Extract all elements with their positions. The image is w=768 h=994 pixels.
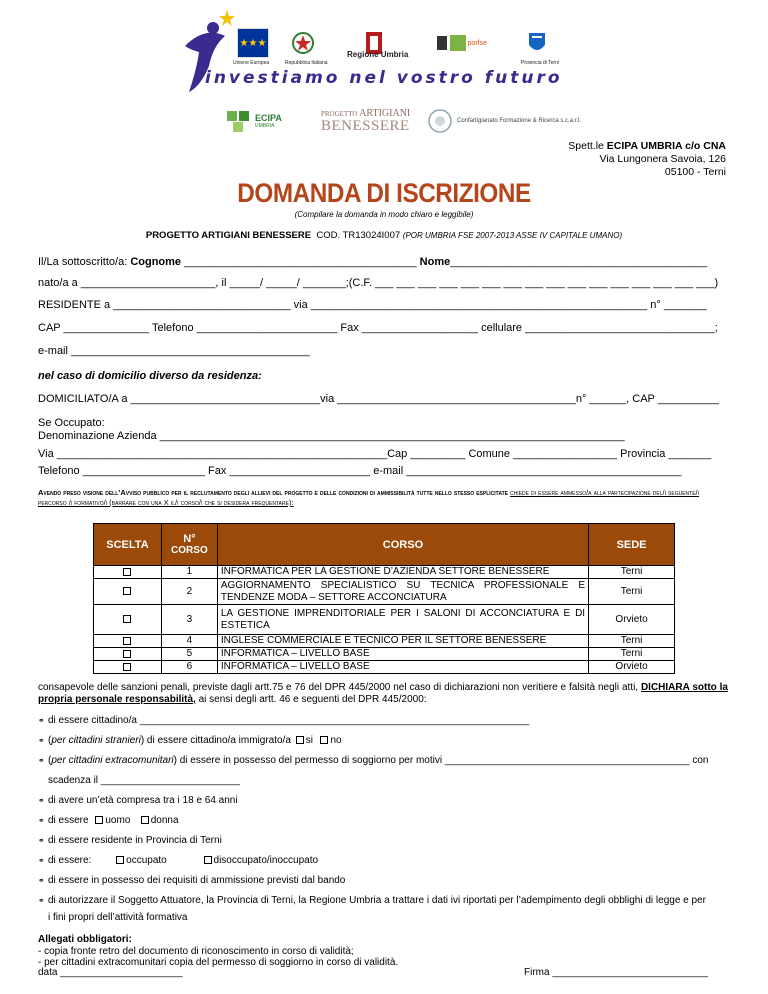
project-name: PROGETTO ARTIGIANI BENESSERE: [145, 230, 312, 241]
course-name: INGLESE COMMERCIALE E TECNICO PER IL SETTORE BENESSERE: [217, 635, 588, 648]
table-row: [94, 661, 675, 674]
por-fse-logo: porfse: [437, 28, 487, 58]
eu-flag-icon: ★★★: [237, 28, 269, 58]
age-text: di avere un’età compresa tra i 18 e 64 anni: [48, 795, 238, 806]
privacy-text-cont: i fini propri dell’attività formativa: [48, 912, 188, 923]
date-field[interactable]: data ______________________: [38, 967, 183, 978]
progetto-logo: [321, 103, 410, 139]
checkbox-icon[interactable]: [123, 637, 131, 645]
project-note: (POR UMBRIA FSE 2007-2013 ASSE IV CAPITALE UMANO): [402, 231, 623, 240]
course-number: 2: [161, 579, 217, 605]
bullet-residence: [38, 835, 728, 847]
header-num: [161, 524, 217, 566]
bullet-requirements: [38, 875, 728, 887]
bullet-employment: [38, 855, 728, 867]
address-street: Via Lungonera Savoia, 126: [599, 153, 726, 165]
course-location: Terni: [589, 648, 675, 661]
bullet-icon: ⚭: [38, 816, 45, 825]
course-number: 1: [161, 566, 217, 579]
header-scelta: SCELTA: [94, 524, 162, 566]
employed-label: Se Occupato:: [38, 417, 105, 429]
header-sede: SEDE: [589, 524, 675, 566]
italy-emblem-icon: [290, 28, 316, 58]
immigrant-yes-checkbox[interactable]: [296, 736, 304, 744]
email-field-line[interactable]: e-mail _______________________________________: [38, 345, 310, 357]
slogan: investiamo nel vostro futuro: [205, 68, 563, 88]
project-code: COD. TR13024I007: [316, 230, 401, 241]
progetto-benessere: BENESSERE: [321, 117, 410, 134]
signature-field[interactable]: Firma ____________________________: [524, 967, 709, 978]
table-row: [94, 648, 675, 661]
bullet-icon: ⚭: [38, 736, 45, 745]
female-label: donna: [150, 815, 179, 826]
unemployed-checkbox[interactable]: [204, 856, 212, 864]
immigrant-no-checkbox[interactable]: [320, 736, 328, 744]
header-corso: CORSO: [217, 524, 588, 566]
firstname-blank[interactable]: __________________________________________: [450, 256, 708, 268]
course-number: 6: [161, 661, 217, 674]
employment-text: di essere:: [48, 855, 92, 866]
eu-label: Unione Europea: [233, 60, 270, 66]
checkbox-icon[interactable]: [123, 650, 131, 658]
attachments: [38, 934, 728, 969]
gender-female-checkbox[interactable]: [141, 816, 149, 824]
bullet-citizenship[interactable]: [38, 715, 728, 727]
course-5-checkbox[interactable]: [94, 648, 162, 661]
privacy-text: di autorizzare il Soggetto Attuatore, la Provincia di Terni, la Regione Umbria a trattare i dati ivi riportati per l’adempimento degli obblighi di legge e per: [48, 895, 706, 906]
requirements-text: di essere in possesso dei requisiti di ammissione previsti dal bando: [48, 875, 346, 886]
residence-field-line[interactable]: RESIDENTE a _____________________________ via _______________________________________________________ n° _______: [38, 299, 707, 311]
no-label: no: [330, 735, 342, 746]
bullet-icon: ⚭: [38, 876, 45, 885]
foreign-label: per cittadini stranieri: [51, 735, 141, 746]
checkbox-icon[interactable]: [123, 587, 131, 595]
name-field-line[interactable]: [38, 255, 728, 269]
notice-text: [38, 488, 728, 508]
bullet-privacy: [38, 895, 728, 907]
surname-blank[interactable]: ______________________________________: [181, 256, 417, 268]
table-row: [94, 605, 675, 635]
attachment-item: - per cittadini extracomunitari copia del permesso di soggiorno in corso di validità.: [38, 957, 399, 968]
company-field-line[interactable]: Denominazione Azienda ____________________________________________________________________________: [38, 430, 625, 442]
attachments-heading: Allegati obbligatori:: [38, 934, 132, 945]
course-number: 4: [161, 635, 217, 648]
course-1-checkbox[interactable]: [94, 566, 162, 579]
course-name: LA GESTIONE IMPRENDITORIALE PER I SALONI DI ACCONCIATURA E DI ESTETICA: [217, 605, 588, 635]
gender-text: di essere: [48, 815, 89, 826]
course-location: Terni: [589, 566, 675, 579]
course-4-checkbox[interactable]: [94, 635, 162, 648]
page-subtitle: (Compilare la domanda in modo chiaro e leggibile): [294, 210, 474, 219]
unemployed-label: disoccupato/inoccupato: [213, 855, 319, 866]
gender-male-checkbox[interactable]: [95, 816, 103, 824]
declaration-keyword: DICHIARA sotto la propria personale responsabilità,: [38, 682, 728, 705]
bullet-foreign: [38, 735, 728, 747]
header-banner: [175, 6, 590, 96]
terni-label: Provincia di Terni: [521, 60, 559, 66]
bullet-icon: ⚭: [38, 836, 45, 845]
residence-text: di essere residente in Provincia di Terni: [48, 835, 222, 846]
foreign-text: ) di essere cittadino/a immigrato/a: [140, 735, 291, 746]
declaration-outro: ai sensi degli artt. 46 e seguenti del DPR 445/2000:: [195, 694, 427, 705]
course-6-checkbox[interactable]: [94, 661, 162, 674]
extra-open: (: [48, 755, 52, 766]
firstname-label: Nome: [419, 256, 451, 268]
contact-field-line[interactable]: CAP ______________ Telefono _______________________ Fax ___________________ cellulare _______________________________;: [38, 322, 718, 334]
company-contact-line[interactable]: Telefono ____________________ Fax _______________________ e-mail _____________________________________________: [38, 465, 682, 477]
company-address-line[interactable]: Via ______________________________________________________Cap _________ Comune _________________ Provincia _______: [38, 448, 712, 460]
address-city: 05100 - Terni: [664, 166, 726, 178]
course-name: INFORMATICA PER LA GESTIONE D’AZIENDA SETTORE BENESSERE: [217, 566, 588, 579]
permit-expiry-line[interactable]: scadenza il _________________________: [48, 775, 240, 786]
declaration-intro: consapevole delle sanzioni penali, previste dagli artt.75 e 76 del DPR 445/2000 nel caso di dichiarazioni non veritiere e falsità negli atti,: [38, 682, 641, 693]
address-recipient: ECIPA UMBRIA c/o CNA: [606, 140, 726, 152]
citizenship-text[interactable]: di essere cittadino/a ______________________________________________________________________: [48, 715, 530, 726]
progetto-top: PROGETTO: [321, 109, 358, 118]
yes-label: si: [305, 735, 313, 746]
ecipa-sub: UMBRIA: [255, 123, 275, 129]
bullet-icon: ⚭: [38, 856, 45, 865]
ecipa-icon: [225, 107, 253, 135]
foreign-open: (: [48, 735, 52, 746]
course-location: Terni: [589, 635, 675, 648]
project-line: [0, 230, 768, 241]
bullet-age: [38, 795, 728, 807]
course-3-checkbox[interactable]: [94, 605, 162, 635]
employed-checkbox[interactable]: [116, 856, 124, 864]
course-number: 3: [161, 605, 217, 635]
cfr-icon: [427, 108, 453, 134]
progetto-artigiani: ARTIGIANI: [359, 107, 411, 119]
bullet-icon: ⚭: [38, 756, 45, 765]
notice-intro: Avendo preso visione dell’Avviso pubblico per il reclutamento degli allievi del progetto e delle condizioni di ammissibilità tutte nello stesso esplicitate: [38, 488, 511, 497]
male-label: uomo: [105, 815, 131, 826]
cfr-name: Confartigianato Formazione & Ricerca s.c.a.r.l.: [457, 118, 582, 124]
table-header-row: [94, 524, 675, 566]
table-row: [94, 566, 675, 579]
course-table: [93, 523, 675, 674]
course-name: AGGIORNAMENTO SPECIALISTICO SU TECNICA PROFESSIONALE E TENDENZE MODA – SETTORE ACCONCIATURA: [217, 579, 588, 605]
domicile-heading: nel caso di domicilio diverso da residenza:: [38, 370, 262, 382]
undersigned-label: Il/La sottoscritto/a:: [38, 256, 131, 268]
extra-text[interactable]: ) di essere in possesso del permesso di soggiorno per motivi ____________________________________________ con: [173, 755, 709, 766]
partner-logos: [195, 103, 585, 143]
course-number: 5: [161, 648, 217, 661]
table-row: [94, 579, 675, 605]
terni-emblem-icon: [525, 28, 549, 58]
course-location: Terni: [589, 579, 675, 605]
course-location: Orvieto: [589, 605, 675, 635]
birth-field-line[interactable]: nato/a a ______________________, il _____/ _____/ _______;(C.F. ___ ___ ___ ___ ___ ___ ___ ___ ___ ___ ___ ___ ___ ___ ___ ___): [38, 277, 719, 289]
table-row: [94, 635, 675, 648]
checkbox-icon[interactable]: [123, 663, 131, 671]
ecipa-logo: [225, 103, 282, 139]
checkbox-icon[interactable]: [123, 615, 131, 623]
page-title: DOMANDA DI ISCRIZIONE: [237, 178, 531, 208]
bullet-gender: [38, 815, 728, 827]
declaration-text: [38, 682, 728, 706]
umbria-label: Regione Umbria: [347, 50, 409, 59]
domicile-field-line[interactable]: DOMICILIATO/A a _______________________________via _______________________________________n° ______, CAP __________: [38, 393, 719, 405]
bullet-icon: ⚭: [38, 896, 45, 905]
employed-label: occupato: [126, 855, 167, 866]
bullet-icon: ⚭: [38, 796, 45, 805]
checkbox-icon[interactable]: [123, 568, 131, 576]
attachment-item: - copia fronte retro del documento di riconoscimento in corso di validità;: [38, 945, 354, 957]
ecipa-name: ECIPA: [255, 113, 282, 123]
address-prefix: Spett.le: [568, 140, 607, 152]
surname-label: Cognome: [130, 256, 182, 268]
header-num-bottom: CORSO: [171, 545, 208, 556]
header-num-top: N°: [183, 533, 196, 545]
course-location: Orvieto: [589, 661, 675, 674]
cfr-logo: [427, 103, 581, 139]
course-name: INFORMATICA – LIVELLO BASE: [217, 661, 588, 674]
notice-request: chiede di essere ammesso/a alla partecipazione del/i seguente/i percorso /i formativo/i (barrare con una X il/i corso/i che si desidera frequentare):: [38, 488, 700, 507]
recipient-address: [568, 140, 726, 179]
course-2-checkbox[interactable]: [94, 579, 162, 605]
bullet-icon: ⚭: [38, 716, 45, 725]
course-name: INFORMATICA – LIVELLO BASE: [217, 648, 588, 661]
bullet-extracomunitari[interactable]: [38, 755, 728, 767]
extra-label: per cittadini extracomunitari: [51, 755, 174, 766]
italy-label: Repubblica Italiana: [285, 60, 328, 66]
